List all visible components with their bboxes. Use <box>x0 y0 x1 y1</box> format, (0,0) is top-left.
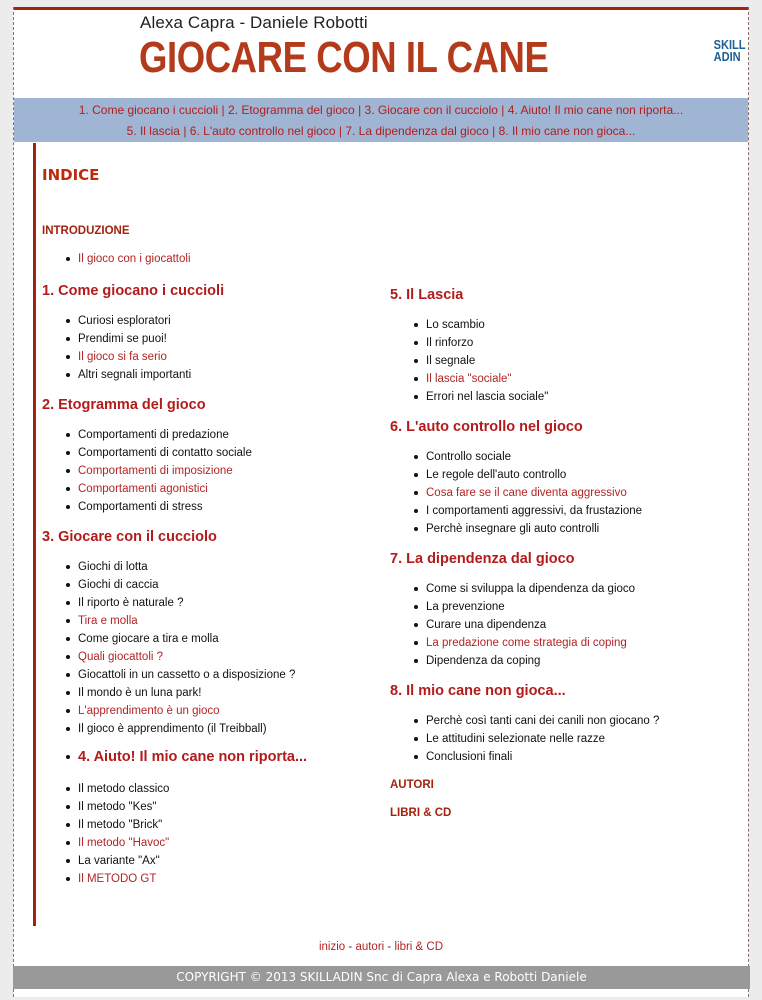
nav-chapter-7[interactable]: 7. La dipendenza dal gioco <box>345 124 489 138</box>
section-3-list <box>42 558 382 738</box>
list-item[interactable]: Come giocare a tira e molla <box>42 630 382 648</box>
nav-row-1 <box>14 100 748 121</box>
nav-separator: | <box>492 124 496 138</box>
logo-line-1: SKILL <box>714 37 746 52</box>
list-item[interactable]: Il metodo "Kes" <box>42 798 382 816</box>
list-item[interactable]: Prendimi se puoi! <box>42 330 382 348</box>
list-item[interactable]: Il METODO GT <box>42 870 382 888</box>
list-item[interactable]: Lo scambio <box>390 316 730 334</box>
section-heading-4[interactable]: 4. Aiuto! Il mio cane non riporta... <box>78 749 308 765</box>
section-4-heading-list <box>42 748 382 767</box>
nav-separator: | <box>358 103 362 117</box>
libri-cd-heading[interactable]: LIBRI & CD <box>390 807 452 819</box>
section-heading-5[interactable]: 5. Il Lascia <box>390 287 464 303</box>
logo-line-2: ADIN <box>714 49 742 64</box>
top-border <box>14 7 748 10</box>
nav-chapter-2[interactable]: 2. Etogramma del gioco <box>228 103 355 117</box>
list-item[interactable]: Il segnale <box>390 352 730 370</box>
list-item[interactable]: Il metodo "Havoc" <box>42 834 382 852</box>
section-heading-7[interactable]: 7. La dipendenza dal gioco <box>390 551 575 567</box>
index-right-column <box>390 287 730 819</box>
list-item[interactable]: Dipendenza da coping <box>390 652 730 670</box>
footer-link-libri[interactable]: libri & CD <box>394 941 444 953</box>
list-item[interactable]: Perchè così tanti cani dei canili non giocano ? <box>390 712 730 730</box>
list-item[interactable]: Controllo sociale <box>390 448 730 466</box>
footer-nav <box>14 941 748 953</box>
section-1-list <box>42 312 382 384</box>
list-item[interactable]: Conclusioni finali <box>390 748 730 766</box>
nav-chapter-5[interactable]: 5. Il lascia <box>126 124 180 138</box>
nav-row-2 <box>14 121 748 142</box>
section-5-list <box>390 316 730 406</box>
list-item[interactable]: Comportamenti di predazione <box>42 426 382 444</box>
list-item[interactable]: Cosa fare se il cane diventa aggressivo <box>390 484 730 502</box>
content-left-rule <box>33 143 36 926</box>
footer-link-autori[interactable]: autori <box>355 941 385 953</box>
list-item[interactable]: L'apprendimento è un gioco <box>42 702 382 720</box>
list-item[interactable]: Giocattoli in un cassetto o a disposizione ? <box>42 666 382 684</box>
nav-chapter-6[interactable]: 6. L'auto controllo nel gioco <box>189 124 336 138</box>
list-item[interactable]: Il riporto è naturale ? <box>42 594 382 612</box>
section-heading-8[interactable]: 8. Il mio cane non gioca... <box>390 683 566 699</box>
copyright-bar: COPYRIGHT © 2013 SKILLADIN Snc di Capra Alexa e Robotti Daniele <box>13 966 750 989</box>
nav-separator: | <box>221 103 225 117</box>
section-heading-3[interactable]: 3. Giocare con il cucciolo <box>42 529 217 545</box>
nav-separator: | <box>501 103 505 117</box>
footer-link-inizio[interactable]: inizio <box>318 941 346 953</box>
section-4-list <box>42 780 382 888</box>
list-item[interactable]: Il rinforzo <box>390 334 730 352</box>
section-heading-2[interactable]: 2. Etogramma del gioco <box>42 397 206 413</box>
index-left-column <box>42 225 382 888</box>
list-item[interactable]: Il lascia "sociale" <box>390 370 730 388</box>
page-container <box>13 7 749 997</box>
list-item[interactable]: Il gioco è apprendimento (il Treibball) <box>42 720 382 738</box>
list-item[interactable]: Perchè insegnare gli auto controlli <box>390 520 730 538</box>
list-item[interactable]: Comportamenti di stress <box>42 498 382 516</box>
list-item[interactable]: Le attitudini selezionate nelle razze <box>390 730 730 748</box>
nav-separator: | <box>183 124 187 138</box>
section-6-list <box>390 448 730 538</box>
autori-heading[interactable]: AUTORI <box>390 779 434 791</box>
section-2-list <box>42 426 382 516</box>
book-title: GIOCARE CON IL CANE <box>139 33 549 82</box>
list-item[interactable]: Le regole dell'auto controllo <box>390 466 730 484</box>
list-item[interactable]: Giochi di caccia <box>42 576 382 594</box>
introduzione-list <box>42 250 382 268</box>
list-item[interactable]: Comportamenti agonistici <box>42 480 382 498</box>
list-item[interactable]: Curare una dipendenza <box>390 616 730 634</box>
list-item[interactable]: La predazione come strategia di coping <box>390 634 730 652</box>
list-item[interactable]: Quali giocattoli ? <box>42 648 382 666</box>
introduzione-heading[interactable]: INTRODUZIONE <box>42 225 130 237</box>
list-item[interactable]: Il gioco si fa serio <box>42 348 382 366</box>
index-heading: INDICE <box>42 166 100 184</box>
section-8-list <box>390 712 730 766</box>
list-item[interactable]: Giochi di lotta <box>42 558 382 576</box>
authors: Alexa Capra - Daniele Robotti <box>140 13 368 32</box>
nav-separator: | <box>338 124 342 138</box>
skilladin-logo[interactable] <box>714 39 746 63</box>
list-item[interactable]: Comportamenti di contatto sociale <box>42 444 382 462</box>
list-item[interactable]: Errori nel lascia sociale" <box>390 388 730 406</box>
list-item[interactable]: Come si sviluppa la dipendenza da gioco <box>390 580 730 598</box>
section-7-list <box>390 580 730 670</box>
list-item[interactable]: La prevenzione <box>390 598 730 616</box>
list-item[interactable]: Il metodo classico <box>42 780 382 798</box>
list-item[interactable]: I comportamenti aggressivi, da frustazione <box>390 502 730 520</box>
list-item[interactable]: Altri segnali importanti <box>42 366 382 384</box>
section-heading-1[interactable]: 1. Come giocano i cuccioli <box>42 283 225 299</box>
nav-chapter-8[interactable]: 8. Il mio cane non gioca... <box>498 124 636 138</box>
chapter-nav <box>14 98 748 142</box>
list-item[interactable]: Il mondo è un luna park! <box>42 684 382 702</box>
nav-chapter-1[interactable]: 1. Come giocano i cuccioli <box>78 103 219 117</box>
section-heading-6[interactable]: 6. L'auto controllo nel gioco <box>390 419 583 435</box>
list-item[interactable]: La variante "Ax" <box>42 852 382 870</box>
list-item[interactable]: Tira e molla <box>42 612 382 630</box>
list-item[interactable]: Comportamenti di imposizione <box>42 462 382 480</box>
list-item[interactable]: Il metodo "Brick" <box>42 816 382 834</box>
list-item[interactable]: Curiosi esploratori <box>42 312 382 330</box>
nav-chapter-3[interactable]: 3. Giocare con il cucciolo <box>364 103 498 117</box>
section-heading-4-item[interactable] <box>42 748 382 767</box>
footer-separator: - <box>384 941 395 953</box>
nav-chapter-4[interactable]: 4. Aiuto! Il mio cane non riporta... <box>507 103 684 117</box>
footer-separator: - <box>345 941 356 953</box>
list-item[interactable]: Il gioco con i giocattoli <box>42 250 382 268</box>
